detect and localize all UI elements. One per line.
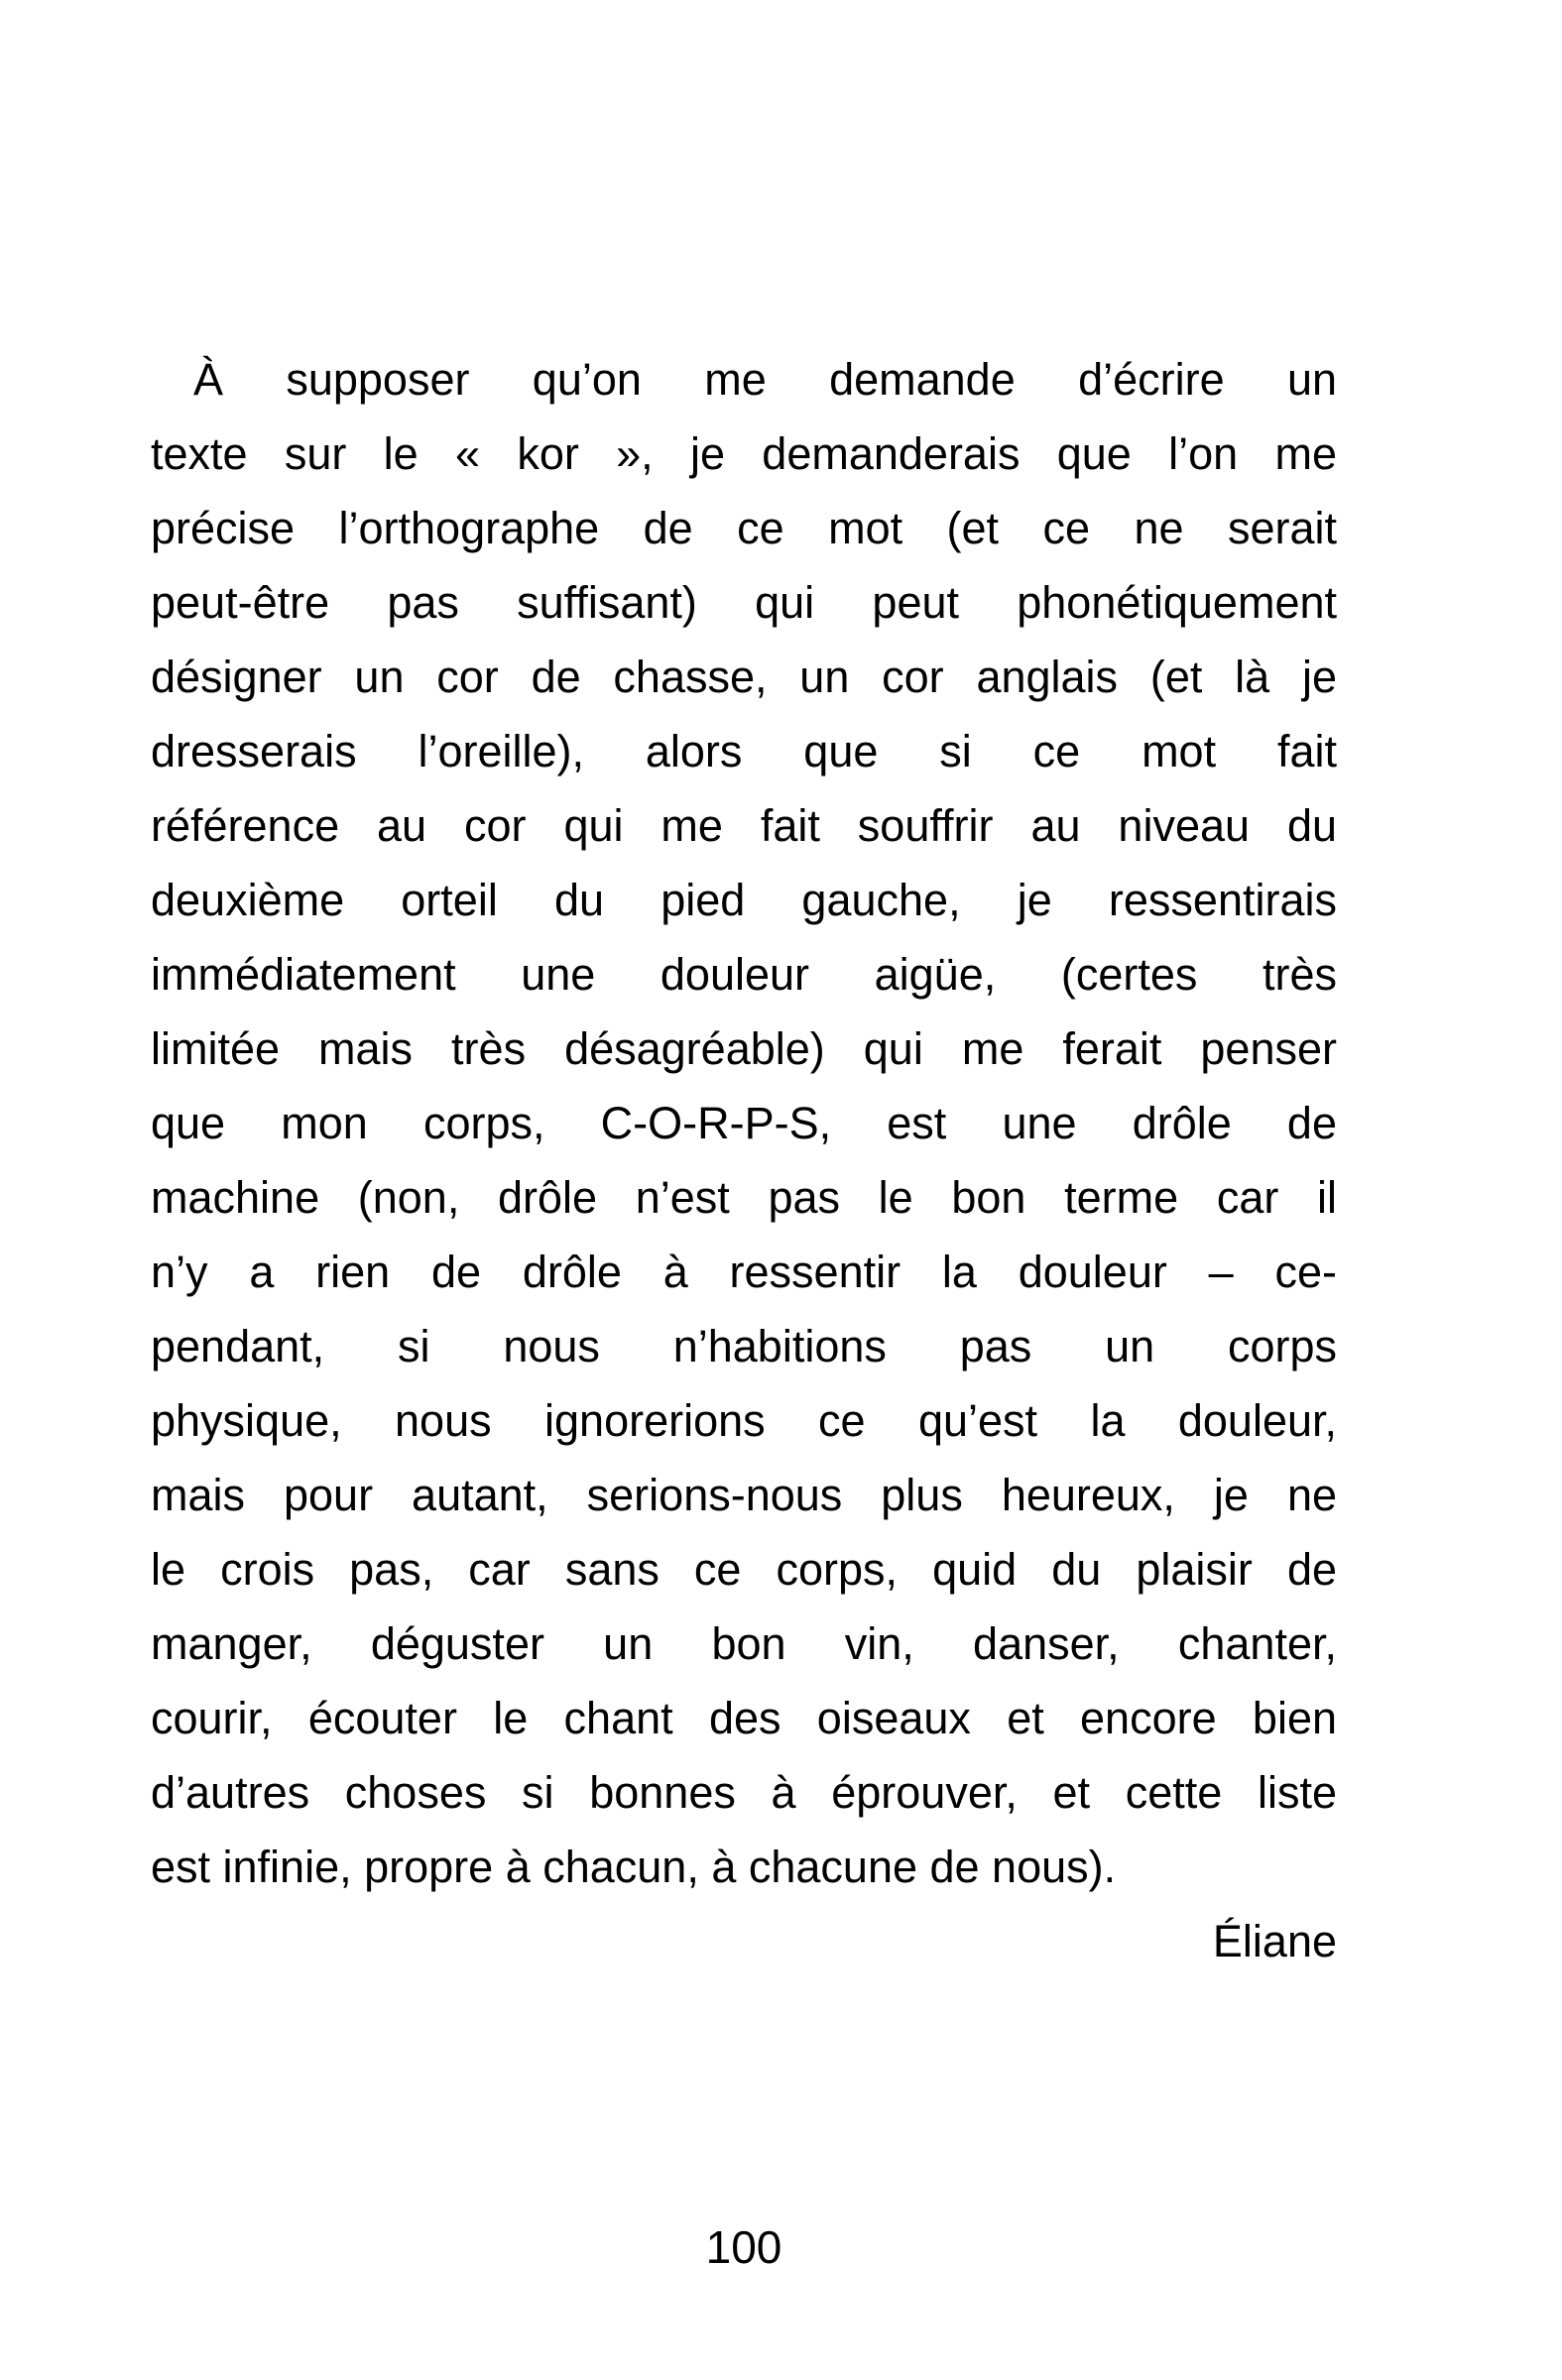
author-signature: Éliane [1212,1916,1337,1966]
paragraph [151,342,1337,1978]
text-line: n’y a rien de drôle à ressentir la douleur – ce- [151,1247,1337,1297]
text-line: manger, déguster un bon vin, danser, chanter, [151,1618,1337,1669]
text-line: physique, nous ignorerions ce qu’est la douleur, [151,1395,1337,1446]
text-line: référence au cor qui me fait souffrir au niveau du [151,800,1337,851]
text-line: immédiatement une douleur aigüe, (certes très [151,949,1337,1000]
text-line: pendant, si nous n’habitions pas un corps [151,1321,1337,1371]
text-line: est infinie, propre à chacun, à chacune de nous). [151,1842,1117,1892]
text-line: d’autres choses si bonnes à éprouver, et cette liste [151,1767,1337,1818]
text-line: désigner un cor de chasse, un cor anglais (et là je [151,652,1337,702]
text-line: mais pour autant, serions-nous plus heureux, je ne [151,1470,1337,1520]
text-line: limitée mais très désagréable) qui me ferait penser [151,1023,1337,1074]
text-line: deuxième orteil du pied gauche, je ressentirais [151,875,1337,925]
text-line: que mon corps, C-O-R-P-S, est une drôle de [151,1098,1337,1148]
text-line: À supposer qu’on me demande d’écrire un [193,354,1337,405]
text-line: texte sur le « kor », je demanderais que l’on me [151,428,1337,479]
page-number: 100 [705,2221,782,2273]
text-line: machine (non, drôle n’est pas le bon terme car il [151,1172,1337,1223]
text-line: courir, écouter le chant des oiseaux et encore bien [151,1693,1337,1743]
text-line: dresserais l’oreille), alors que si ce mot fait [151,726,1337,776]
text-line: le crois pas, car sans ce corps, quid du plaisir de [151,1544,1337,1595]
text-line: peut-être pas suffisant) qui peut phonétiquement [151,577,1337,628]
text-line: précise l’orthographe de ce mot (et ce ne serait [151,503,1337,553]
